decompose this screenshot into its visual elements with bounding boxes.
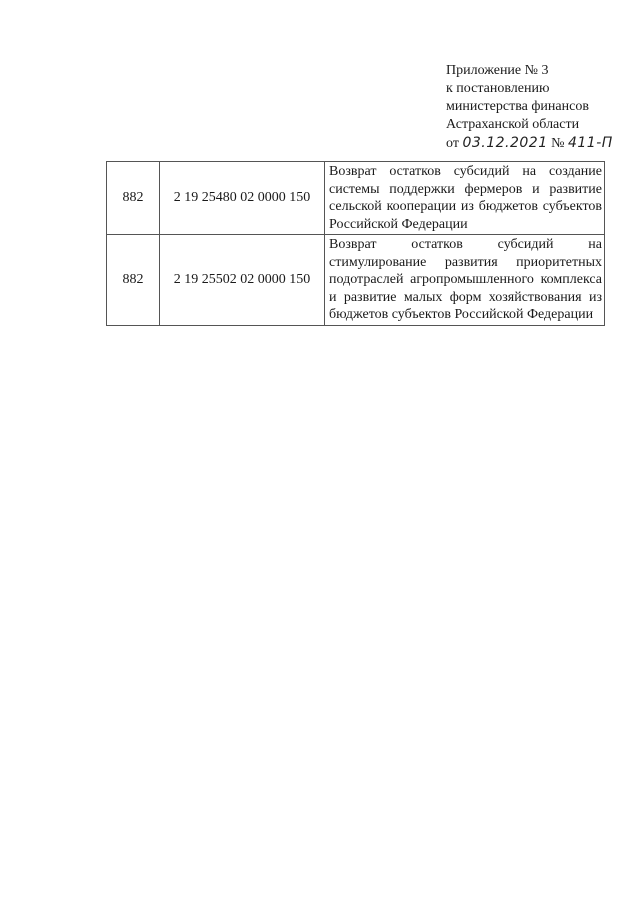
table-row [107, 235, 605, 326]
attachment-region: Астраханской области [446, 117, 580, 132]
budget-code-cell: 2 19 25502 02 0000 150 [160, 235, 325, 326]
admin-code-cell: 882 [107, 235, 160, 326]
attachment-resolution-ref: к постановлению [446, 81, 550, 96]
table-row [107, 162, 605, 235]
description-cell: Возврат остатков субсидий на создание системы поддержки фермеров и развитие сельской кооперации из бюджетов субъектов Российской Федерации [325, 162, 605, 235]
budget-code-cell: 2 19 25480 02 0000 150 [160, 162, 325, 235]
attachment-date-number [446, 134, 613, 153]
income-codes-table [106, 161, 605, 326]
attachment-header [446, 62, 613, 153]
admin-code-cell: 882 [107, 162, 160, 235]
attachment-title: Приложение № 3 [446, 63, 549, 78]
attachment-ministry: министерства финансов [446, 99, 589, 114]
description-cell: Возврат остатков субсидий на стимулирование развития приоритетных подотраслей агропромышленного комплекса и развитие малых форм хозяйствования из бюджетов субъектов Российской Федерации [325, 235, 605, 326]
date-prefix: от [446, 136, 459, 151]
handwritten-number: 411-П [567, 135, 613, 151]
handwritten-date: 03.12.2021 [462, 135, 548, 151]
number-prefix: № [551, 136, 565, 151]
